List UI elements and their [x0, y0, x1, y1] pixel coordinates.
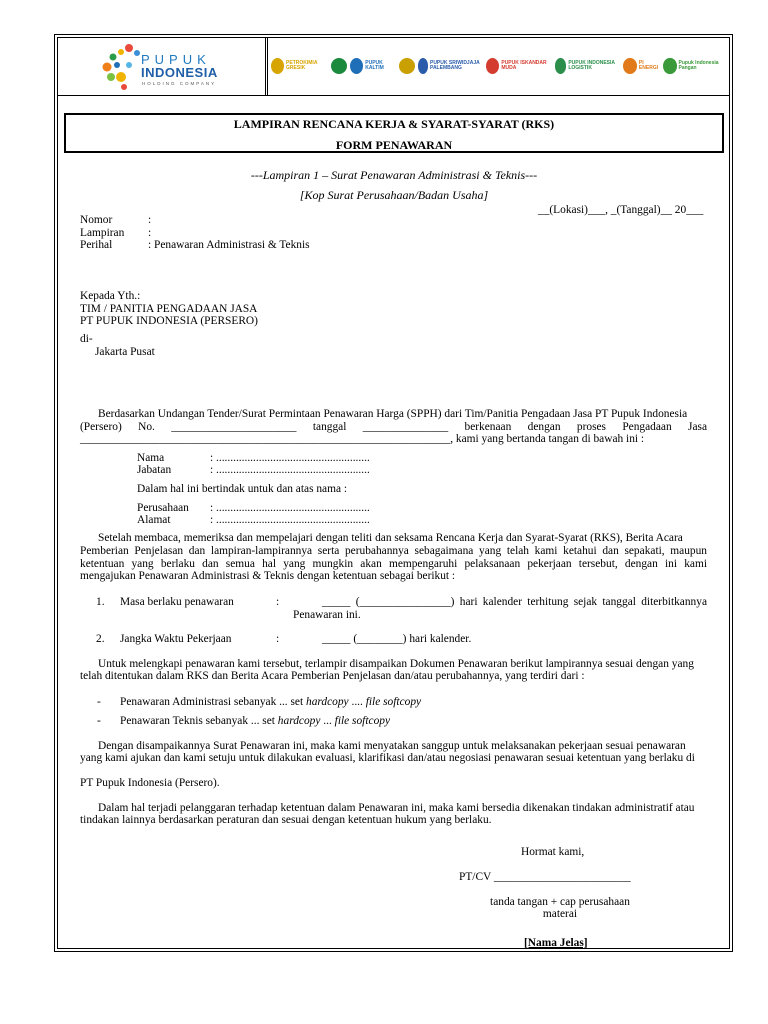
company-emblem-icon — [623, 58, 637, 74]
form-title-box — [64, 113, 724, 153]
para2-line2: Pemberian Penjelasan dan lampiran-lampirannya serta perubahannya sebagaimana yang telah kami ketahui dan sepakati, maupun — [80, 545, 707, 557]
nomor-value: : — [148, 214, 152, 226]
item1-number: 1. — [96, 596, 105, 608]
item2-number: 2. — [96, 633, 105, 645]
recipient-team: TIM / PANITIA PENGADAAN JASA — [80, 303, 258, 315]
company-emblem-icon — [555, 58, 567, 74]
subsidiary-name: PUPUK KALTIM — [365, 59, 384, 71]
subsidiary-name: PETROKIMIA GRESIK — [286, 59, 318, 71]
subsidiary-logo — [486, 58, 551, 74]
closing-company: PT/CV ________________________ — [459, 871, 631, 883]
title-line-2: FORM PENAWARAN — [335, 138, 453, 153]
recipient-greeting: Kepada Yth.: — [80, 290, 141, 302]
para1-line2: (Persero) No. ______________________ tanggal _______________ berkenaan dengan proses Pengadaan Jasa — [80, 421, 707, 433]
letterhead — [57, 37, 730, 96]
company-emblem-icon — [418, 58, 428, 74]
perihal-label: Perihal — [80, 239, 113, 251]
para4-line2: yang kami ajukan dan kami setuju untuk dilakukan evaluasi, klarifikasi dan/atau negosiasi penawaran sesuai ketentuan yang berlaku di — [80, 752, 695, 764]
recipient-di: di- — [80, 333, 93, 345]
company-emblem-icon — [350, 58, 363, 74]
pupuk-indonesia-logo — [97, 41, 237, 91]
perusahaan-value: : ...................................................... — [210, 502, 370, 514]
para1-line3: _________________________________________________________________, kami yang bertanda tangan di bawah ini : — [80, 433, 645, 445]
signer-name: [Nama Jelas] — [524, 937, 588, 949]
item2-value: _____ (________) hari kalender. — [322, 633, 472, 645]
signature-note: tanda tangan + cap perusahaan — [490, 896, 630, 908]
para5-line2: tindakan lainnya berdasarkan peraturan dan sesuai dengan ketentuan hukum yang berlaku. — [80, 814, 492, 826]
acting-on-behalf: Dalam hal ini bertindak untuk dan atas nama : — [137, 483, 348, 495]
bullet1-mid: .... — [348, 696, 366, 708]
item1-colon: : — [276, 596, 280, 608]
para2-line1: Setelah membaca, memeriksa dan mempelajari dengan teliti dan seksama Rencana Kerja dan Syarat-Syarat (RKS), Berita Acara — [98, 532, 683, 544]
perihal-value: : Penawaran Administrasi & Teknis — [148, 239, 310, 251]
recipient-company: PT PUPUK INDONESIA (PERSERO) — [80, 315, 258, 327]
item1-value-cont: Penawaran ini. — [293, 609, 361, 621]
kop-surat: [Kop Surat Perusahaan/Badan Usaha] — [299, 188, 489, 202]
bullet2-prefix: Penawaran Teknis sebanyak ... set — [120, 715, 278, 727]
para4-line3: PT Pupuk Indonesia (Persero). — [80, 777, 220, 789]
date-line: __(Lokasi)___, _(Tanggal)__ 20___ — [538, 204, 704, 216]
recipient-city: Jakarta Pusat — [95, 346, 155, 358]
subsidiary-logo — [663, 58, 727, 74]
company-emblem-icon — [271, 58, 284, 74]
subsidiary-name: PI ENERGI — [638, 59, 659, 71]
company-emblem-icon — [399, 58, 415, 74]
title-line-1: LAMPIRAN RENCANA KERJA & SYARAT-SYARAT (RKS) — [233, 117, 555, 131]
bullet1-hardcopy: hardcopy — [306, 696, 349, 708]
bullet1-prefix: Penawaran Administrasi sebanyak ... set — [120, 696, 307, 708]
nama-value: : ...................................................... — [210, 452, 370, 464]
bullet2-mid: ... — [320, 715, 335, 727]
company-emblem-icon — [331, 58, 347, 74]
closing-hormat: Hormat kami, — [521, 846, 585, 858]
lampiran-label: Lampiran — [80, 227, 125, 239]
subsidiary-name: PUPUK SRIWIDJAJA PALEMBANG — [429, 59, 480, 71]
item2-colon: : — [276, 633, 280, 645]
bullet1-text — [120, 696, 421, 710]
subsidiary-logos — [271, 51, 727, 81]
company-emblem-icon — [486, 58, 499, 74]
jabatan-label: Jabatan — [137, 464, 172, 476]
item2-label: Jangka Waktu Pekerjaan — [120, 633, 232, 645]
para5-line1: Dalam hal terjadi pelanggaran terhadap ketentuan dalam Penawaran ini, maka kami bersedia dikenakan tindakan administratif atau — [98, 802, 695, 814]
subsidiary-logo — [331, 58, 347, 74]
nama-label: Nama — [137, 452, 165, 464]
subsidiary-name: PUPUK ISKANDAR MUDA — [501, 59, 547, 71]
item1-value: _____ (________________) hari kalender terhitung sejak tanggal diterbitkannya — [322, 596, 707, 608]
subsidiary-name: PUPUK INDONESIA LOGISTIK — [568, 59, 615, 71]
bullet2-text — [120, 715, 390, 729]
para3-line2: telah ditentukan dalam RKS dan Berita Acara Pemberian Penjelasan dan/atau perubahannya, yang terdiri dari : — [80, 670, 585, 682]
bullet2-dash: - — [97, 715, 101, 727]
lampiran-value: : — [148, 227, 152, 239]
subsidiary-logo — [418, 58, 484, 74]
subsidiary-logo — [623, 58, 660, 74]
alamat-label: Alamat — [137, 514, 171, 526]
para3-line1: Untuk melengkapi penawaran kami tersebut, terlampir disampaikan Dokumen Penawaran berikut lampirannya sesuai dengan yang — [98, 658, 694, 670]
bullet1-dash: - — [97, 696, 101, 708]
para4-line1: Dengan disampaikannya Surat Penawaran ini, maka kami menyatakan sanggup untuk melaksanakan pekerjaan sesuai penawaran — [98, 740, 686, 752]
jabatan-value: : ...................................................... — [210, 464, 370, 476]
nomor-label: Nomor — [80, 214, 113, 226]
subsidiary-name: Pupuk Indonesia Pangan — [678, 59, 719, 71]
alamat-value: : ...................................................... — [210, 514, 370, 526]
subsidiary-logo — [271, 58, 328, 74]
para2-line3: ketentuan yang berlaku dan semua hal yang mungkin akan mempengaruhi pelaksanaan pekerjaan tersebut, dengan ini kami — [80, 558, 707, 570]
company-emblem-icon — [663, 58, 676, 74]
subtitle: ---Lampiran 1 – Surat Penawaran Administrasi & Teknis--- — [250, 168, 538, 182]
bullet2-hardcopy: hardcopy — [277, 715, 321, 727]
perusahaan-label: Perusahaan — [137, 502, 189, 514]
subsidiary-logo — [399, 58, 415, 74]
brand-main-text: INDONESIA — [141, 65, 218, 80]
para2-line4: mengajukan Penawaran Administrasi & Teknis dengan ketentuan sebagai berikut : — [80, 570, 456, 582]
item1-label: Masa berlaku penawaran — [120, 596, 234, 608]
brand-top-text: PUPUK — [141, 52, 211, 67]
subsidiary-logo — [555, 58, 621, 74]
bullet2-softcopy: file softcopy — [334, 715, 391, 727]
header-divider — [265, 37, 268, 95]
bullet1-softcopy: file softcopy — [365, 696, 422, 708]
subsidiary-logo — [350, 58, 395, 74]
stamp-note: materai — [542, 908, 578, 920]
brand-sub-text: HOLDING COMPANY — [142, 81, 217, 86]
para1-line1: Berdasarkan Undangan Tender/Surat Permintaan Penawaran Harga (SPPH) dari Tim/Panitia Pengadaan Jasa PT Pupuk Indonesia — [98, 408, 688, 420]
logo-dots-icon — [97, 41, 147, 91]
